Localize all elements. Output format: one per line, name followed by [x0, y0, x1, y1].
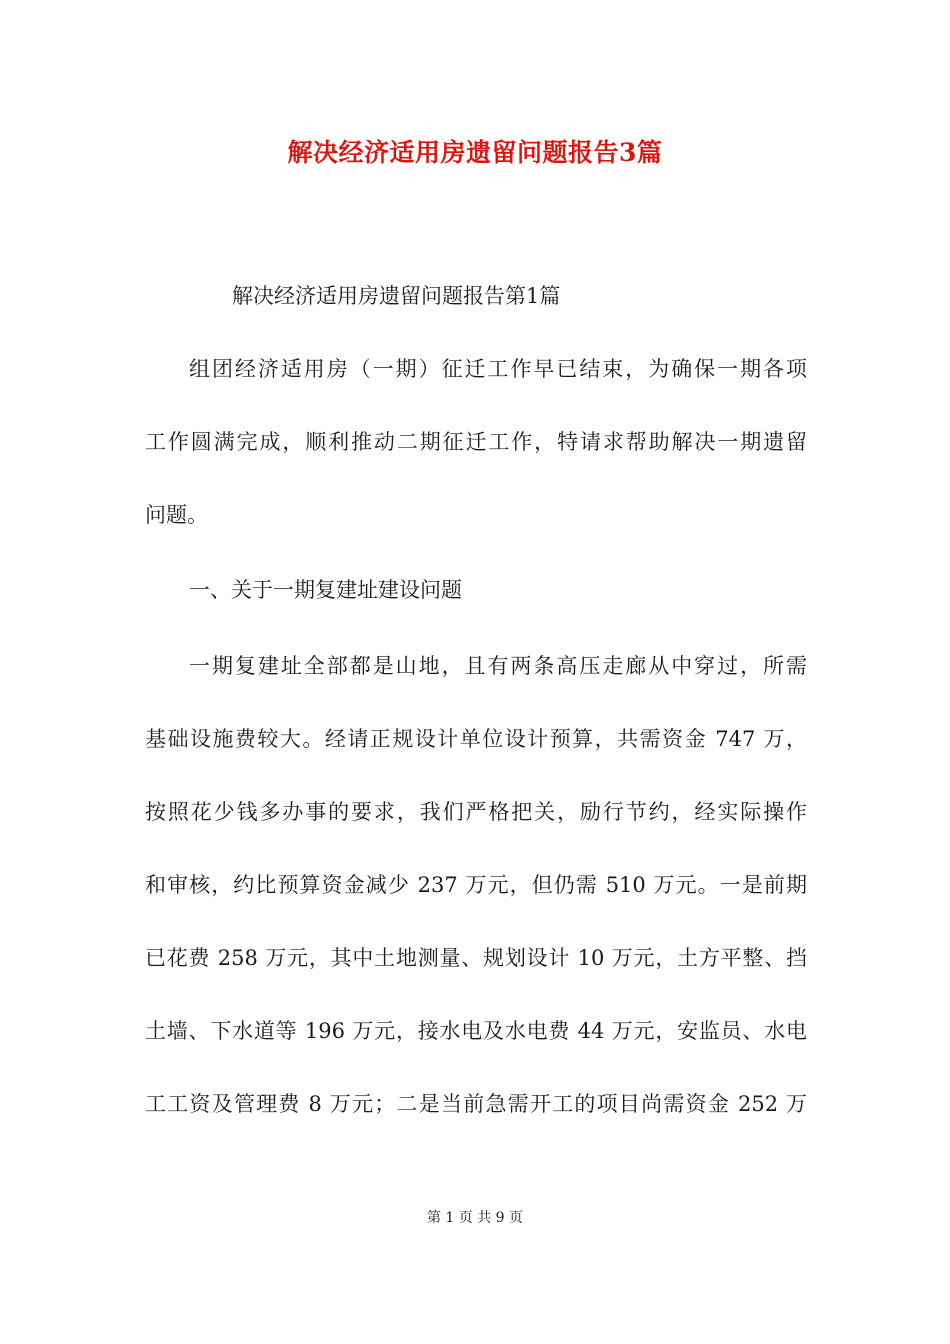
- section-heading-1: [145, 554, 807, 627]
- paragraph-line: 组团经济适用房（一期）征迁工作早已结束，为确保一期各项: [189, 357, 807, 381]
- document-title: 解决经济适用房遗留问题报告3篇: [287, 138, 663, 167]
- paragraph-line: 一期复建址全部都是山地，且有两条高压走廊从中穿过，所需: [189, 654, 807, 678]
- article-subtitle: 解决经济适用房遗留问题报告第1篇: [232, 284, 561, 308]
- paragraph-line: 基础设施费较大。经请正规设计单位设计预算，共需资金 747 万，: [145, 727, 807, 751]
- paragraph-line: 和审核，约比预算资金减少 237 万元，但仍需 510 万元。一是前期: [145, 873, 807, 897]
- paragraph-line: 工作圆满完成，顺利推动二期征迁工作，特请求帮助解决一期遗留: [145, 430, 807, 454]
- paragraph-1: [145, 333, 807, 552]
- paragraph-line: 土墙、下水道等 196 万元，接水电及水电费 44 万元，安监员、水电: [145, 1019, 807, 1043]
- paragraph-line: 工工资及管理费 8 万元；二是当前急需开工的项目尚需资金 252 万: [145, 1092, 807, 1116]
- paragraph-2: [145, 630, 807, 1141]
- paragraph-line: 已花费 258 万元，其中土地测量、规划设计 10 万元，土方平整、挡: [145, 946, 807, 970]
- paragraph-line: 按照花少钱多办事的要求，我们严格把关，励行节约，经实际操作: [145, 800, 807, 824]
- paragraph-line: 问题。: [145, 503, 208, 527]
- section-heading: 一、关于一期复建址建设问题: [189, 578, 462, 602]
- page-footer: 第 1 页 共 9 页: [426, 1210, 524, 1226]
